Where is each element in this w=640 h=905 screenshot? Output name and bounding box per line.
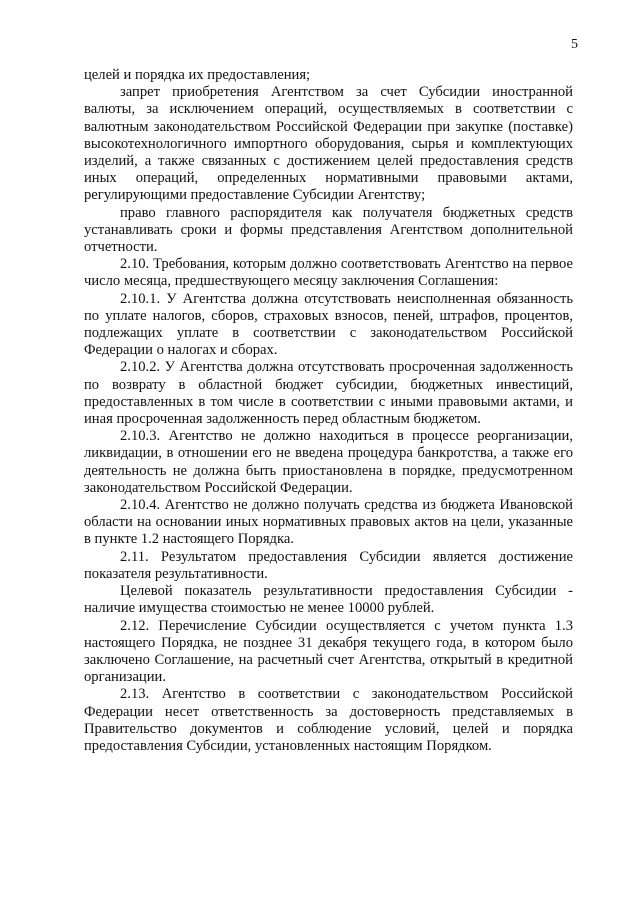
paragraph-2-10-2: 2.10.2. У Агентства должна отсутствовать просроченная задолженность по возврату в областной бюджет субсидии, бюджетных инвестиций, предоставленных в том числе в соответствии с иными правовыми актами, и иная просроченная задолженность перед областным бюджетом. bbox=[84, 359, 573, 428]
paragraph-2-10-1: 2.10.1. У Агентства должна отсутствовать неисполненная обязанность по уплате налогов, сборов, страховых взносов, пеней, штрафов, процентов, подлежащих уплате в соответствии с законодательством Российской Федерации о налогах и сборах. bbox=[84, 290, 573, 359]
document-body bbox=[84, 67, 573, 755]
paragraph-2-10: 2.10. Требования, которым должно соответствовать Агентство на первое число месяца, предшествующего месяцу заключения Соглашения: bbox=[84, 256, 573, 290]
paragraph-2-11: 2.11. Результатом предоставления Субсидии является достижение показателя результативности. bbox=[84, 548, 573, 582]
paragraph-currency-ban: запрет приобретения Агентством за счет Субсидии иностранной валюты, за исключением операций, осуществляемых в соответствии с валютным законодательством Российской Федерации при закупке (поставке) высокотехнологичного импортного оборудования, сырья и комплектующих изделий, а также связанных с достижением целей предоставления средств иных операций, определенных нормативными правовыми актами, регулирующими предоставление Субсидии Агентству; bbox=[84, 84, 573, 204]
paragraph-2-13: 2.13. Агентство в соответствии с законодательством Российской Федерации несет ответственность за достоверность представляемых в Правительство документов и соблюдение условий, целей и порядка предоставления Субсидии, установленных настоящим Порядком. bbox=[84, 686, 573, 754]
paragraph-2-10-3: 2.10.3. Агентство не должно находиться в процессе реорганизации, ликвидации, в отношении его не введена процедура банкротства, а также его деятельность не должна быть приостановлена в порядке, предусмотренном законодательством Российской Федерации. bbox=[84, 428, 573, 496]
paragraph-continuation: целей и порядка их предоставления; bbox=[84, 67, 311, 83]
paragraph-2-10-4: 2.10.4. Агентство не должно получать средства из бюджета Ивановской области на основании иных нормативных правовых актов на цели, указанные в пункте 1.2 настоящего Порядка. bbox=[84, 497, 573, 548]
paragraph-2-12: 2.12. Перечисление Субсидии осуществляется с учетом пункта 1.3 настоящего Порядка, не позднее 31 декабря текущего года, в котором было заключено Соглашение, на расчетный счет Агентства, открытый в кредитной организации. bbox=[84, 617, 573, 686]
paragraph-target-indicator: Целевой показатель результативности предоставления Субсидии - наличие имущества стоимостью не менее 10000 рублей. bbox=[84, 583, 573, 617]
page-number: 5 bbox=[571, 37, 578, 52]
paragraph-reporting-right: право главного распорядителя как получателя бюджетных средств устанавливать сроки и формы представления Агентством дополнительной отчетности. bbox=[84, 204, 573, 256]
